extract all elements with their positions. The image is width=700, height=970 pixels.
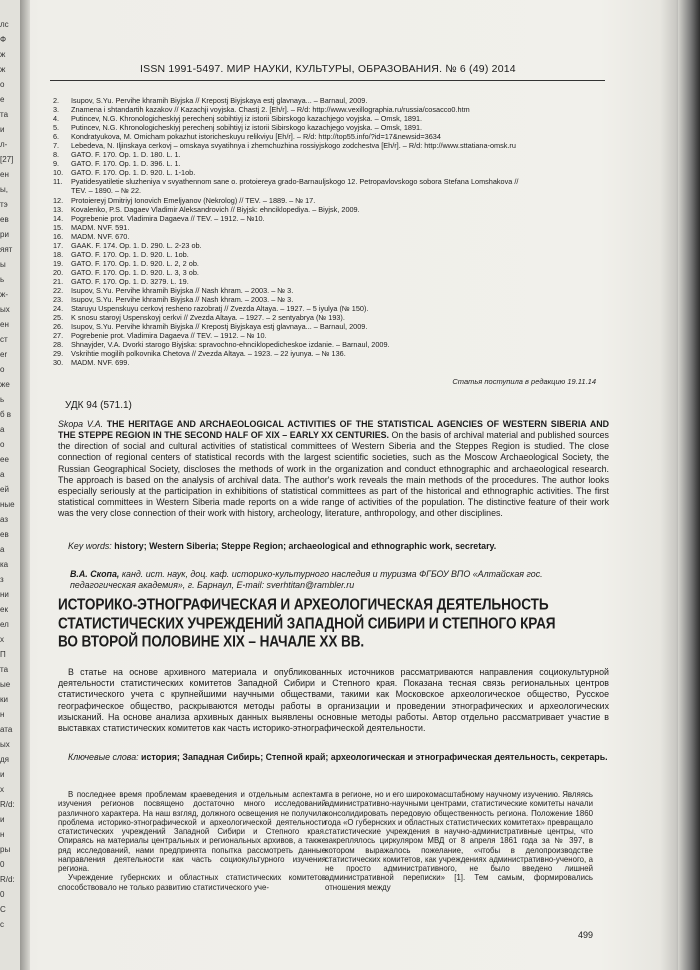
reference-text: Pogrebenie prot. Vladimira Dagaeva // TEV. – 1912. – №10. xyxy=(71,213,265,223)
left-page-fragment: та xyxy=(0,110,9,119)
left-page-fragment: а xyxy=(0,470,5,479)
left-page-fragment: ные xyxy=(0,500,15,509)
left-page-fragment: ен xyxy=(0,170,9,179)
reference-text: Protoiereyj Dmitriyj Ionovich Emeljyanov (Nekrolog) // TEV. – 1889. – № 17. xyxy=(71,195,316,205)
reference-text: Shnayjder, V.A. Dvorki starogo Biyjska: spravochno-ehnciklopedicheskoe izdanie. – Barnaul, 2009. xyxy=(71,340,390,350)
left-page-fragment: еr xyxy=(0,350,8,359)
body-column-right xyxy=(325,790,593,892)
reference-number xyxy=(53,186,71,195)
author-en: Skopa V.A. xyxy=(58,419,103,429)
reference-item xyxy=(53,331,608,340)
reference-text: GATO. F. 170. Op. 1. D. 920. L. 1-1ob. xyxy=(71,168,196,178)
reference-number: 15. xyxy=(53,222,64,232)
left-page-fragment: R/d: xyxy=(0,875,15,884)
body-paragraph: Учреждение губернских и областных статистических комитетов способствовало не только развитию статистического уче- xyxy=(58,873,326,892)
received-date: Статья поступила в редакцию 19.11.14 xyxy=(452,377,596,386)
author-ru xyxy=(70,569,610,591)
reference-item xyxy=(53,223,608,232)
reference-item xyxy=(53,286,608,295)
reference-item xyxy=(53,196,608,205)
body-column-left xyxy=(58,790,326,892)
left-page-fragment: ж xyxy=(0,50,6,59)
reference-item xyxy=(53,340,608,349)
reference-text: GATO. F. 170. Op. 1. D. 396. L. 1. xyxy=(71,159,181,169)
left-page-fragment: яят xyxy=(0,245,13,254)
left-page-fragment: ж xyxy=(0,65,6,74)
reference-number: 2. xyxy=(53,96,60,105)
reference-text: MADM. NVF. 670. xyxy=(71,231,130,241)
article-title-ru xyxy=(58,596,618,651)
journal-header: ISSN 1991-5497. МИР НАУКИ, КУЛЬТУРЫ, ОБРАЗОВАНИЯ. № 6 (49) 2014 xyxy=(140,63,516,75)
title-ru-line: ВО ВТОРОЙ ПОЛОВИНЕ XIX – НАЧАЛЕ XX ВВ. xyxy=(58,632,365,650)
left-page-fragment: ел xyxy=(0,620,9,629)
reference-number: 17. xyxy=(53,240,64,250)
reference-number: 11. xyxy=(53,177,63,187)
book-spine xyxy=(20,0,30,970)
reference-text: GAAK. F. 174. Op. 1. D. 290. L. 2-23 ob. xyxy=(71,240,202,250)
keywords-ru xyxy=(58,752,609,763)
left-page-fragment: ен xyxy=(0,320,9,329)
keywords-ru-text: история; Западная Сибирь; Степной край; археологическая и этнографическая деятельность, секретарь. xyxy=(141,752,608,762)
page-number: 499 xyxy=(578,930,594,940)
reference-number: 29. xyxy=(53,349,64,359)
reference-number: 23. xyxy=(53,295,64,305)
reference-item xyxy=(53,232,608,241)
reference-text: Lebedeva, N. Iljinskaya cerkovj – omskaya svyatihnya i zhemchuzhina rossiyjskogo zodchestva [Eh/r]. – R/d: http://www.sttatiana-omsk.ru xyxy=(71,141,516,151)
left-page-fragment: П xyxy=(0,650,6,659)
reference-item xyxy=(53,159,608,168)
reference-text: K snosu staroyj Uspenskoyj cerkvi // Zvezda Altaya. – 1927. – 2 sentyabrya (№ 193). xyxy=(71,313,345,323)
reference-number: 4. xyxy=(53,114,60,124)
left-page-fragment: ры xyxy=(0,845,11,854)
reference-item xyxy=(53,268,608,277)
reference-text: Pogrebenie prot. Vladimira Dagaeva // TEV. – 1912. – № 10. xyxy=(71,331,267,341)
reference-number: 16. xyxy=(53,231,64,241)
reference-text: GATO. F. 170. Op. 1. D. 920. L. 2, 2 ob. xyxy=(71,258,199,268)
body-paragraph: В последнее время проблемам краеведения и отдельным аспектам изучения регионов посвящено достаточно много исследований различного характера. На наш взгляд, должного освещения не получила проблема историко-этнографической и археологической деятельности статистических учреждений Западной Сибири и Степного края. Опираясь на материалы центральных и региональных архивов, а также ряд исследований, нами предпринята попытка рассмотреть данные направления деятельности как часть социокультурного изучения региона. xyxy=(58,790,326,873)
left-page-fragment: ки xyxy=(0,695,8,704)
reference-number: 14. xyxy=(53,213,64,223)
reference-item xyxy=(53,277,608,286)
left-page-fragment: аз xyxy=(0,515,9,524)
reference-item xyxy=(53,114,608,123)
keywords-en xyxy=(68,541,496,551)
reference-number: 30. xyxy=(53,358,64,368)
keywords-ru-label: Ключевые слова: xyxy=(68,752,139,762)
left-page-fragment: ее xyxy=(0,455,9,464)
reference-number: 19. xyxy=(53,258,64,268)
reference-text: MADM. NVF. 699. xyxy=(71,358,130,368)
left-page-fragment: ев xyxy=(0,215,9,224)
reference-text: Isupov, S.Yu. Pervihe khramih Biyjska // Krepostj Biyjskaya estj glavnaya... – Barnaul, 2009. xyxy=(71,96,368,105)
reference-number: 21. xyxy=(53,276,64,286)
reference-item xyxy=(53,295,608,304)
left-page-fragment: Ф xyxy=(0,35,7,44)
reference-item xyxy=(53,349,608,358)
reference-number: 26. xyxy=(53,322,64,332)
left-page-fragment: 0 xyxy=(0,860,5,869)
left-page-fragment: ри xyxy=(0,230,9,239)
left-page-fragment: х xyxy=(0,785,4,794)
reference-item xyxy=(53,241,608,250)
left-page-fragment: и xyxy=(0,125,5,134)
reference-item xyxy=(53,150,608,159)
reference-list xyxy=(53,96,608,367)
reference-text: Putincev, N.G. Khronologicheskiyj perechenj sobihtiyj iz istorii Sibirskogo kazachjego voyjska. – Omsk, 1891. xyxy=(71,123,423,133)
reference-number: 20. xyxy=(53,267,64,277)
left-page-fragment: и xyxy=(0,815,5,824)
udc-code: УДК 94 (571.1) xyxy=(65,400,132,411)
reference-text: Kondratyukova, M. Omicham pokazhut istoricheskuyu relikviyu [Eh/r]. – R/d: http://top55.info/?id=17&newsid=3634 xyxy=(71,132,441,142)
left-page-fragment: R/d: xyxy=(0,800,15,809)
reference-item xyxy=(53,123,608,132)
reference-text: GATO. F. 170. Op. 1. D. 920. L. 3, 3 ob. xyxy=(71,267,199,277)
reference-item xyxy=(53,205,608,214)
left-page-fragment: С xyxy=(0,905,6,914)
reference-item xyxy=(53,168,608,177)
reference-item xyxy=(53,177,608,186)
reference-item xyxy=(53,259,608,268)
abstract-ru: В статье на основе архивного материала и опубликованных источников рассматриваются направления социокультурной деятельности статистических комитетов Западной Сибири и Степного края. Показана тесная связь региональных центров статистического учета с крупнейшими научными обществами, такими как Московское археологическое общество, Русское географическое общество, раскрываются методы работы в организации и проведении этнографических и археологических изысканий. На основе анализа архивных данных выявлены основные методы работы. Автор отдельно рассматривает участие в выставках статистических комитетов как часть историко-этнографической деятельности. xyxy=(58,667,609,734)
left-page-fragment: е xyxy=(0,95,5,104)
left-page-edge xyxy=(0,0,21,970)
reference-text: GATO. F. 170. Op. 1. D. 180. L. 1. xyxy=(71,150,181,160)
reference-text: Znamena i shtandartih kazakov // Kazachji voyjska. Chastj 2. [Eh/r]. – R/d: http://www.vexillographia.ru/russia/cosacco0.htm xyxy=(71,105,470,115)
reference-item xyxy=(53,96,608,105)
reference-number: 9. xyxy=(53,159,60,169)
reference-text: Putincev, N.G. Khronologicheskiyj perechenj sobihtiyj iz istorii Sibirskogo kazachjego voyjska. – Omsk, 1891. xyxy=(71,114,423,124)
left-page-fragment: ых xyxy=(0,305,10,314)
reference-number: 12. xyxy=(53,195,64,205)
left-page-fragment: л- xyxy=(0,140,8,149)
left-page-fragment: х xyxy=(0,635,4,644)
reference-number: 7. xyxy=(53,141,60,151)
reference-number: 6. xyxy=(53,132,60,142)
reference-item xyxy=(53,141,608,150)
header-rule xyxy=(50,80,605,81)
reference-item xyxy=(53,214,608,223)
reference-text: GATO. F. 170. Op. 1. D. 3279. L. 19. xyxy=(71,276,189,286)
left-page-fragment: ые xyxy=(0,680,11,689)
reference-number: 25. xyxy=(53,313,64,323)
reference-number: 5. xyxy=(53,123,60,133)
abstract-english xyxy=(58,419,609,519)
reference-item xyxy=(53,132,608,141)
reference-number: 13. xyxy=(53,204,64,214)
reference-text: Isupov, S.Yu. Pervihe khramih Biyjska // Krepostj Biyjskaya estj glavnaya... – Barnaul, 2009. xyxy=(71,322,368,332)
left-page-fragment: а xyxy=(0,425,5,434)
reference-text: Staruyu Uspenskuyu cerkovj resheno razobratj // Zvezda Altaya. – 1927. – 5 iyulya (№ 150). xyxy=(71,304,369,314)
left-page-fragment: ь xyxy=(0,275,5,284)
reference-text: Kovalenko, P.S. Dagaev Vladimir Aleksandrovich // Biyjsk: ehnciklopediya. – Biyjsk, 2009. xyxy=(71,204,360,214)
left-page-fragment: ев xyxy=(0,530,9,539)
reference-text: Isupov, S.Yu. Pervihe khramih Biyjska // Nash khram. – 2003. – № 3. xyxy=(71,285,294,295)
author-ru-affiliation: канд. ист. наук, доц. каф. историко-культурного наследия и туризма ФГБОУ ВПО «Алтайская гос. педагогическая академия», г. Барнаул, E-mail: sverhtitan@rambler.ru xyxy=(70,569,543,590)
left-page-fragment: ата xyxy=(0,725,13,734)
title-en: THE HERITAGE AND ARCHAEOLOGICAL ACTIVITIES OF THE STATISTICAL AGENCIES OF WESTERN SIBERIA AND THE STEPPE REGION IN THE SECOND HALF OF XIX – EARLY XX CENTURIES. xyxy=(58,419,609,441)
reference-item xyxy=(53,358,608,367)
title-ru-line: ИСТОРИКО-ЭТНОГРАФИЧЕСКАЯ И АРХЕОЛОГИЧЕСКАЯ ДЕЯТЕЛЬНОСТЬ xyxy=(58,596,549,613)
reference-item xyxy=(53,313,608,322)
reference-number: 10. xyxy=(53,168,64,178)
reference-text: Vskrihtie mogilih polkovnika Chetova // Zvezda Altaya. – 1923. – 22 iyunya. – № 136. xyxy=(71,349,346,359)
keywords-en-label: Key words: xyxy=(68,541,112,551)
left-page-fragment: ых xyxy=(0,740,10,749)
left-page-fragment: 0 xyxy=(0,890,5,899)
left-page-fragment: ни xyxy=(0,590,9,599)
reference-number: 27. xyxy=(53,331,64,341)
left-page-fragment: з xyxy=(0,575,4,584)
left-page-fragment: н xyxy=(0,830,5,839)
left-page-fragment: лс xyxy=(0,20,9,29)
reference-number: 8. xyxy=(53,150,60,160)
reference-text: Isupov, S.Yu. Pervihe khramih Biyjska // Nash khram. – 2003. – № 3. xyxy=(71,295,294,305)
left-page-fragment: о xyxy=(0,365,5,374)
author-ru-name: В.А. Скопа, xyxy=(70,569,120,579)
left-page-fragment: же xyxy=(0,380,10,389)
reference-item xyxy=(53,105,608,114)
left-page-fragment: и xyxy=(0,770,5,779)
reference-text: TEV. – 1890. – № 22. xyxy=(71,186,142,196)
left-page-fragment: ы, xyxy=(0,185,8,194)
left-page-fragment: та xyxy=(0,665,9,674)
left-page-fragment: ь xyxy=(0,395,5,404)
left-page-fragment: ст xyxy=(0,335,8,344)
reference-text: Pyatidesyatiletie sluzheniya v svyathennom sane o. protoiereya grado-Barnauljskogo 12. Petropavlovskogo sobora Stefana Lomshakova // xyxy=(71,177,519,187)
reference-text: GATO. F. 170. Op. 1. D. 920. L. 1ob. xyxy=(71,249,189,259)
left-page-fragment: о xyxy=(0,80,5,89)
left-page-fragment: ы xyxy=(0,260,6,269)
left-page-fragment: б в xyxy=(0,410,12,419)
reference-number: 3. xyxy=(53,105,60,115)
right-page-edge xyxy=(678,0,700,970)
reference-number: 24. xyxy=(53,304,64,314)
title-ru-line: СТАТИСТИЧЕСКИХ УЧРЕЖДЕНИЙ ЗАПАДНОЙ СИБИРИ И СТЕПНОГО КРАЯ xyxy=(58,614,556,632)
left-page-fragment: тэ xyxy=(0,200,8,209)
abstract-en-body: On the basis of archival material and published sources the direction of social and cultural activities of statistical committees of Western Siberia and the Steppes Region is studied. The close connection of regional centers of statistical records with the largest scientific societies, such as the Moscow Archaeological Society, the Russian Geographical Society, discloses the methods of work in the organization and conduct ethnographic and archaeological research. The approach is based on the analysis of archival data. The author's work reveals the main methods of the procedures. The author looks especially seriously at the participation in exhibitions of statistical committees as part of the historical and ethnographic activities. The first statistical committees in Western Siberia made reports on a wide range of activities of the population. The distinctive feature of their work was the very close connection of their work with history, archeology, literature, anthropology, and other disciplines. xyxy=(58,430,609,519)
left-page-fragment: ж- xyxy=(0,290,9,299)
left-page-fragment: а xyxy=(0,545,5,554)
left-page-fragment: [27] xyxy=(0,155,14,164)
reference-item xyxy=(53,322,608,331)
left-page-fragment: о xyxy=(0,440,5,449)
reference-item xyxy=(53,186,608,195)
keywords-en-text: history; Western Siberia; Steppe Region; archaeological and ethnographic work, secretary. xyxy=(114,541,497,551)
left-page-fragment: ка xyxy=(0,560,9,569)
left-page-fragment: ей xyxy=(0,485,9,494)
reference-item xyxy=(53,250,608,259)
reference-number: 22. xyxy=(53,285,64,295)
reference-item xyxy=(53,304,608,313)
left-page-fragment: н xyxy=(0,710,5,719)
left-page-fragment: дя xyxy=(0,755,9,764)
left-page-fragment: ек xyxy=(0,605,8,614)
reference-number: 18. xyxy=(53,249,64,259)
left-page-fragment: с xyxy=(0,920,4,929)
reference-text: MADM. NVF. 591. xyxy=(71,222,130,232)
body-paragraph: та в регионе, но и его широкомасштабному научному изучению. Являясь административно-научными центрами, статистические комитеты начали консолидировать передовую общественность региона. Положение 1860 года «О губернских и областных статистических комитетах» превращало статистические учреждения в научно-административные центры, что закреплялось циркуляром МВД от 8 апреля 1861 года за № 397, в котором выражалось пожелание, «чтобы в делопроизводстве статистических комитетов, как учреждениях административно-ученого, а не просто административного, не было введено лишней административной переписки» [1]. Тем самым, формировались отношения между xyxy=(325,790,593,892)
reference-number: 28. xyxy=(53,340,64,350)
